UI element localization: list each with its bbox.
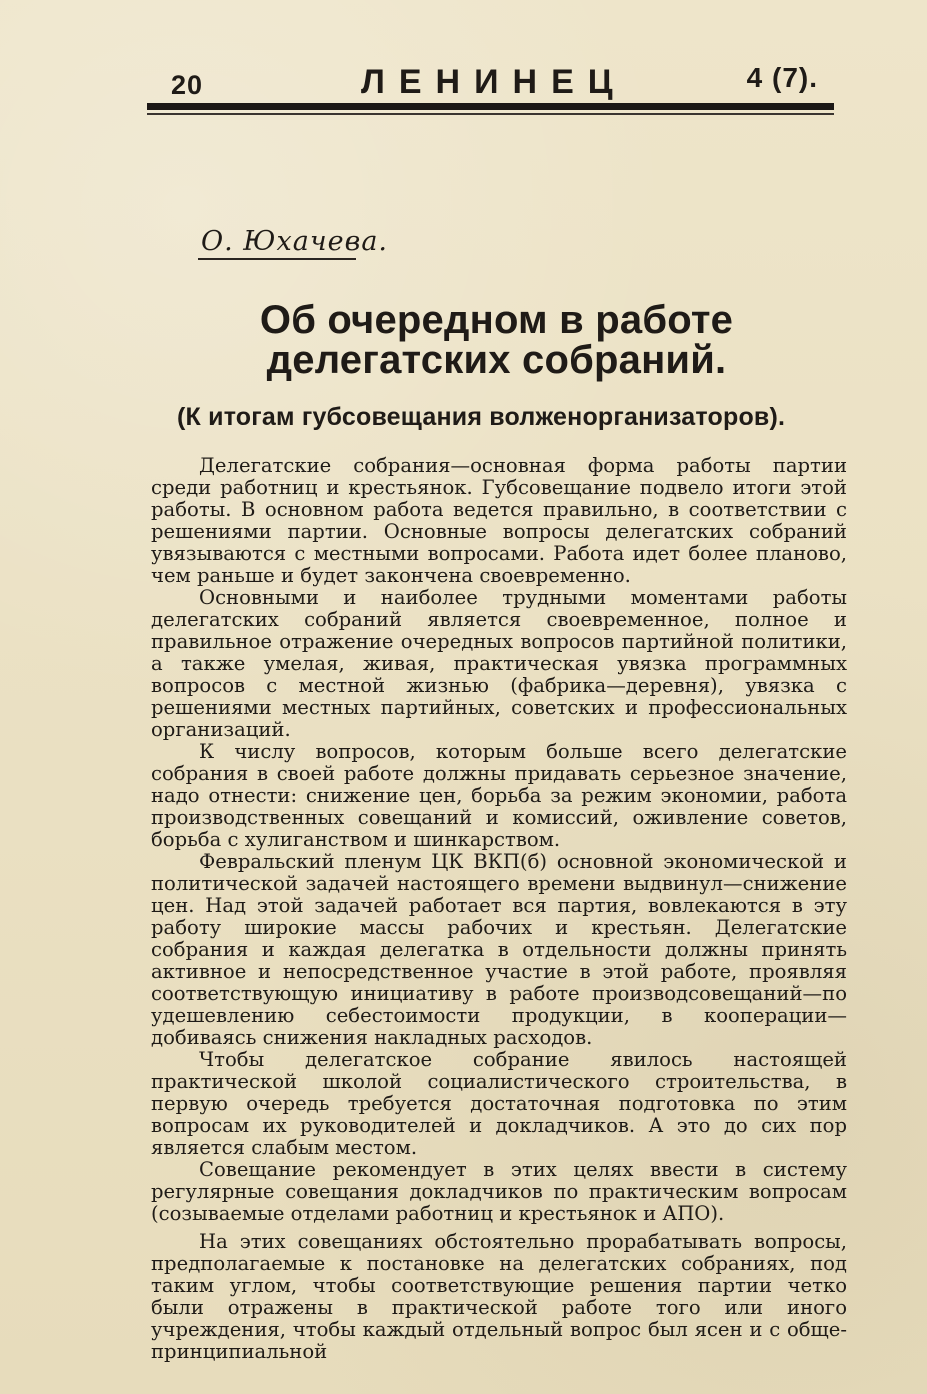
paragraph-1: Делегатские собрания—основная форма работы партии среди работниц и крестьянок. Губсовещание подвело итоги этой работы. В основном работа ведется правильно, в соответствии с решениями партии. Основные вопросы делегатских собраний увязываются с местными вопросами. Работа идет более планово, чем раньше и будет закончена своевременно. bbox=[151, 454, 847, 587]
article-title: Об очередном в работе делегатских собраний. bbox=[259, 298, 734, 382]
paragraph-2: Основными и наиболее трудными моментами работы делегатских собраний является своевременное, полное и правильное отражение очередных вопросов партийной политики, а также умелая, живая, практическая увязка программных вопросов с местной жизнью (фабрика—деревня), увязка с решениями местных партийных, советских и профессиональных организаций. bbox=[151, 586, 847, 741]
paragraph-5: Чтобы делегатское собрание явилось настоящей практической школой социалистического строительства, в первую очередь требуется достаточная подготовка по этим вопросам их руководителей и докладчиков. А это до сих пор является слабым местом. bbox=[151, 1048, 847, 1159]
article-body bbox=[151, 455, 847, 1363]
paragraph-4: Февральский пленум ЦК ВКП(б) основной экономической и политической задачей настоящего времени выдвинул—снижение цен. Над этой задачей работает вся партия, вовлекаются в эту работу широкие массы рабочих и крестьян. Делегатские собрания и каждая делегатка в отдельности должны принять активное и непосредственное участие в этой работе, проявляя соответствующую инициативу в работе производсовещаний—по удешевлению себестоимости продукции, в кооперации—добиваясь снижения накладных расходов. bbox=[151, 850, 847, 1049]
paragraph-3: К числу вопросов, которым больше всего делегатские собрания в своей работе должны придавать серьезное значение, надо отнести: снижение цен, борьба за режим экономии, работа производственных совещаний и комиссий, оживление советов, борьба с хулиганством и шинкарством. bbox=[151, 740, 847, 851]
paragraph-6: Совещание рекомендует в этих целях ввести в систему регулярные совещания докладчиков по практическим вопросам (созываемые отделами работниц и крестьянок и АПО). bbox=[151, 1158, 847, 1225]
paragraph-7: На этих совещаниях обстоятельно прорабатывать вопросы, предполагаемые к постановке на делегатских собраниях, под таким углом, чтобы соответствующие решения партии четко были отражены в практической работе того или иного учреждения, чтобы каждый отдельный вопрос был ясен и с обще-принципиальной bbox=[151, 1230, 847, 1363]
issue-number: 4 (7). bbox=[746, 62, 818, 93]
article-author: О. Юхачева. bbox=[201, 226, 389, 257]
author-underline bbox=[198, 258, 356, 260]
header-rule-thick bbox=[147, 103, 834, 110]
header-rule-thin bbox=[147, 113, 834, 115]
journal-title: ЛЕНИНЕЦ bbox=[361, 63, 627, 101]
article-subtitle: (К итогам губсовещания волженорганизаторов). bbox=[177, 403, 786, 431]
page-number: 20 bbox=[171, 70, 204, 100]
